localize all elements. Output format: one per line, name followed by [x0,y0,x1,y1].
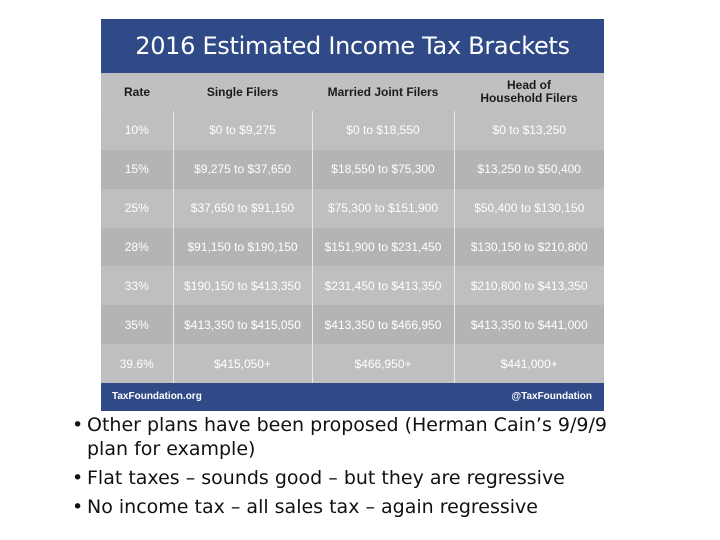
single-filers-cell: $415,050+ [173,344,312,383]
column-header-married: Married Joint Filers [312,73,454,111]
married-joint-cell: $0 to $18,550 [312,111,454,150]
table-row [101,189,604,228]
bullet-text-line: Other plans have been proposed (Herman Cain’s 9/9/9 [87,414,607,436]
single-filers-cell: $190,150 to $413,350 [173,266,312,305]
bullet-marker: • [72,467,84,489]
column-header-single: Single Filers [173,73,312,111]
married-joint-cell: $466,950+ [312,344,454,383]
rate-cell: 25% [101,189,173,228]
household-cell: $13,250 to $50,400 [454,150,604,189]
rate-cell: 15% [101,150,173,189]
tax-brackets-graphic [101,19,604,411]
household-cell: $441,000+ [454,344,604,383]
rate-cell: 33% [101,266,173,305]
column-header-rate: Rate [101,73,173,111]
table-header-row [101,73,604,111]
bullet-marker: • [72,496,84,518]
married-joint-cell: $75,300 to $151,900 [312,189,454,228]
table-row [101,228,604,267]
table-row [101,266,604,305]
bullet-item [72,495,672,519]
rate-cell: 28% [101,228,173,267]
bullet-text-line: plan for example) [87,438,256,460]
footer-handle: @TaxFoundation [511,391,592,402]
rate-cell: 35% [101,305,173,344]
household-cell: $130,150 to $210,800 [454,228,604,267]
household-cell: $413,350 to $441,000 [454,305,604,344]
table-row [101,344,604,383]
bullet-marker: • [72,414,84,436]
household-cell: $210,800 to $413,350 [454,266,604,305]
table-row [101,305,604,344]
footer-source: TaxFoundation.org [112,391,202,402]
graphic-footer [101,383,604,411]
single-filers-cell: $37,650 to $91,150 [173,189,312,228]
bullet-item [72,466,672,490]
household-cell: $50,400 to $130,150 [454,189,604,228]
single-filers-cell: $9,275 to $37,650 [173,150,312,189]
married-joint-cell: $413,350 to $466,950 [312,305,454,344]
rate-cell: 39.6% [101,344,173,383]
bullet-text-line: No income tax – all sales tax – again regressive [87,496,538,518]
table-row [101,150,604,189]
bullet-item [72,413,672,461]
table-row [101,111,604,150]
bullet-list [72,413,672,524]
graphic-title: 2016 Estimated Income Tax Brackets [101,19,604,73]
rate-cell: 10% [101,111,173,150]
bullet-text-line: Flat taxes – sounds good – but they are regressive [87,467,565,489]
single-filers-cell: $413,350 to $415,050 [173,305,312,344]
married-joint-cell: $231,450 to $413,350 [312,266,454,305]
tax-brackets-table [101,73,604,383]
single-filers-cell: $91,150 to $190,150 [173,228,312,267]
single-filers-cell: $0 to $9,275 [173,111,312,150]
household-cell: $0 to $13,250 [454,111,604,150]
married-joint-cell: $151,900 to $231,450 [312,228,454,267]
column-header-household: Head of Household Filers [454,73,604,111]
married-joint-cell: $18,550 to $75,300 [312,150,454,189]
